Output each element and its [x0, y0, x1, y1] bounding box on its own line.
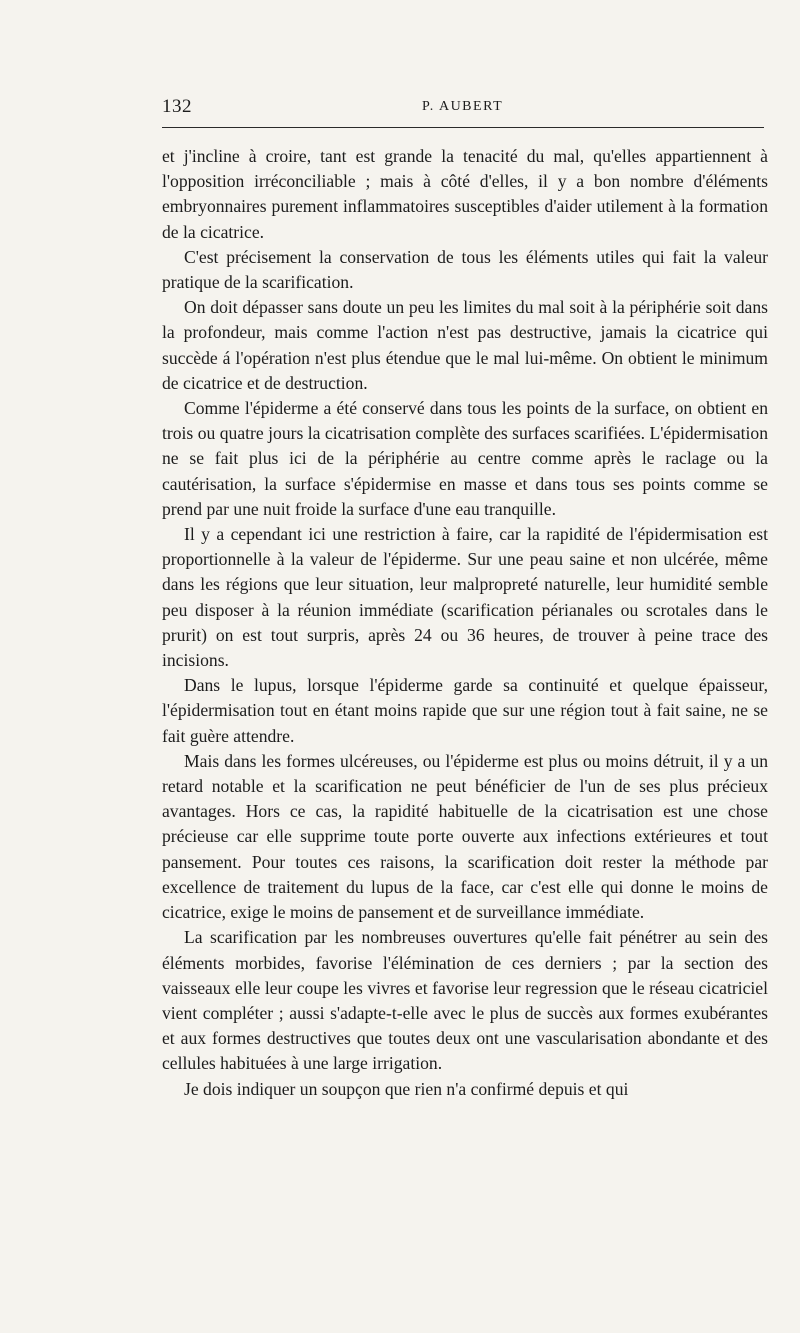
paragraph-5: Il y a cependant ici une restriction à faire, car la rapidité de l'épidermisation est proportionnelle à la valeur de l'épiderme. Sur une peau saine et non ulcérée, même dans les régions que leur situation, leur malpropreté naturelle, leur humidité semble peu disposer à la réunion immédiate (scarification périanales ou scrotales dans le prurit) on est tout surpris, après 24 ou 36 heures, de trouver à peine trace des incisions.: [162, 524, 768, 671]
header-rule: [162, 127, 764, 128]
page-header: [162, 96, 764, 120]
paragraph-8: La scarification par les nombreuses ouvertures qu'elle fait pénétrer au sein des éléments morbides, favorise l'élémination de ces derniers ; par la section des vaisseaux elle leur coupe les vivres et favorise leur regression que le réseau cicatriciel vient compléter ; aussi s'adapte-t-elle avec le plus de succès aux formes exubérantes et aux formes destructives que toutes deux ont une vascularisation abondante et des cellules habituées à une large irrigation.: [162, 927, 768, 1074]
paragraph-2: C'est précisement la conservation de tous les éléments utiles qui fait la valeur pratique de la scarification.: [162, 246, 768, 293]
paragraph-7: Mais dans les formes ulcéreuses, ou l'épiderme est plus ou moins détruit, il y a un retard notable et la scarification ne peut bénéficier de l'un de ses plus précieux avantages. Hors ce cas, la rapidité habituelle de la cicatrisation est une chose précieuse car elle supprime toute porte ouverte aux infections extérieures et tout pansement. Pour toutes ces raisons, la scarification doit rester la méthode par excellence de traitement du lupus de la face, car c'est elle qui donne le moins de cicatrice, exige le moins de pansement et de surveillance immédiate.: [162, 750, 768, 923]
paragraph-3: On doit dépasser sans doute un peu les limites du mal soit à la périphérie soit dans la profondeur, mais comme l'action n'est pas destructive, jamais la cicatrice qui succède á l'opération n'est plus étendue que le mal lui-même. On obtient le minimum de cicatrice et de destruction.: [162, 297, 768, 393]
body-text: [162, 144, 768, 1102]
paragraph-1: et j'incline à croire, tant est grande la tenacité du mal, qu'elles appartiennent à l'opposition irréconciliable ; mais à côté d'elles, il y a bon nombre d'éléments embryonnaires purement inflammatoires susceptibles d'aider utilement à la formation de la cicatrice.: [162, 146, 768, 242]
paragraph-9: Je dois indiquer un soupçon que rien n'a confirmé depuis et qui: [184, 1078, 629, 1099]
paragraph-6: Dans le lupus, lorsque l'épiderme garde sa continuité et quelque épaisseur, l'épidermisation tout en étant moins rapide que sur une région tout à fait saine, ne se fait guère attendre.: [162, 675, 768, 746]
running-head: P. AUBERT: [422, 99, 504, 114]
paragraph-4: Comme l'épiderme a été conservé dans tous les points de la surface, on obtient en trois ou quatre jours la cicatrisation complète des surfaces scarifiées. L'épidermisation ne se fait plus ici de la périphérie au centre comme après le raclage ou la cautérisation, la surface s'épidermise en masse et dans tous ses points comme se prend par une nuit froide la surface d'une eau tranquille.: [162, 398, 768, 519]
page-number: 132: [162, 96, 192, 117]
